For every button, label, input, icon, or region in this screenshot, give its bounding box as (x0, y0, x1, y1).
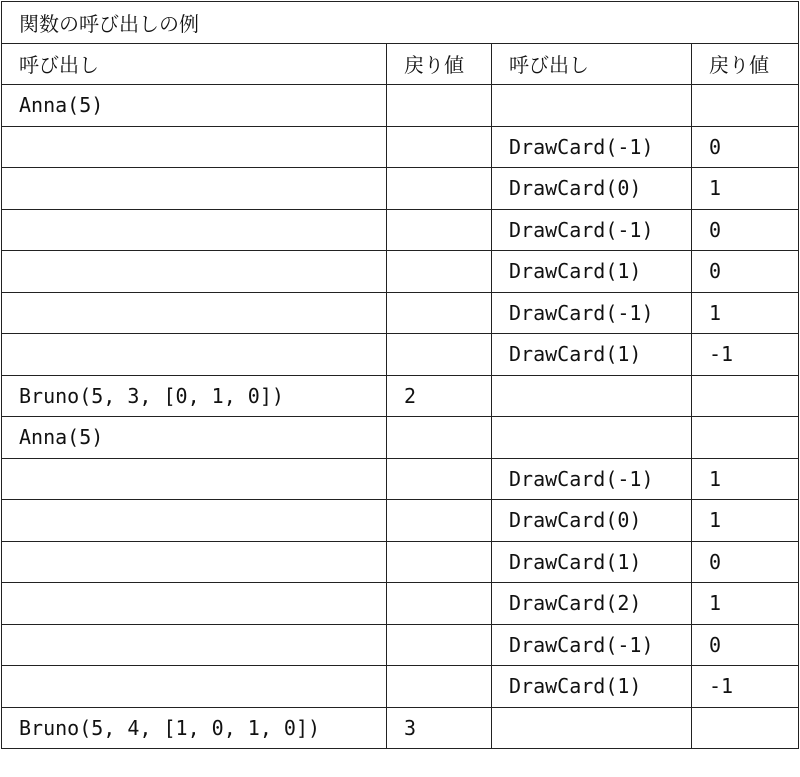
outer-call-cell: Bruno(5, 3, [0, 1, 0]) (2, 375, 387, 417)
outer-return-cell (387, 126, 492, 168)
inner-call-cell: DrawCard(1) (492, 666, 692, 708)
outer-call-cell (2, 126, 387, 168)
outer-return-cell: 3 (387, 707, 492, 749)
inner-call-cell: DrawCard(1) (492, 251, 692, 293)
inner-call-cell: DrawCard(-1) (492, 126, 692, 168)
outer-return-cell (387, 458, 492, 500)
inner-return-cell: 1 (692, 458, 799, 500)
table-row (2, 458, 799, 500)
header-call-1: 呼び出し (2, 43, 387, 85)
header-return-2: 戻り値 (692, 43, 799, 85)
outer-return-cell (387, 583, 492, 625)
outer-call-cell (2, 583, 387, 625)
outer-call-cell: Anna(5) (2, 417, 387, 459)
table-row (2, 624, 799, 666)
function-call-example-table (1, 1, 799, 749)
outer-call-cell (2, 458, 387, 500)
table-row (2, 583, 799, 625)
outer-return-cell (387, 541, 492, 583)
outer-call-cell (2, 624, 387, 666)
outer-return-cell (387, 500, 492, 542)
outer-return-cell: 2 (387, 375, 492, 417)
inner-call-cell: DrawCard(-1) (492, 292, 692, 334)
outer-call-cell (2, 168, 387, 210)
outer-call-cell (2, 500, 387, 542)
table-row (2, 209, 799, 251)
table-row (2, 666, 799, 708)
outer-return-cell (387, 624, 492, 666)
table-header-row (2, 43, 799, 85)
table-row (2, 417, 799, 459)
table-row (2, 85, 799, 127)
outer-return-cell (387, 85, 492, 127)
inner-call-cell: DrawCard(-1) (492, 458, 692, 500)
inner-call-cell: DrawCard(1) (492, 541, 692, 583)
inner-call-cell: DrawCard(-1) (492, 624, 692, 666)
outer-call-cell (2, 541, 387, 583)
table-row (2, 541, 799, 583)
table-row (2, 168, 799, 210)
outer-call-cell (2, 666, 387, 708)
outer-return-cell (387, 292, 492, 334)
inner-call-cell (492, 375, 692, 417)
table-row (2, 500, 799, 542)
inner-call-cell: DrawCard(0) (492, 168, 692, 210)
inner-call-cell: DrawCard(-1) (492, 209, 692, 251)
outer-call-cell (2, 334, 387, 376)
inner-call-cell (492, 85, 692, 127)
table-row (2, 375, 799, 417)
inner-return-cell: 0 (692, 251, 799, 293)
table-row (2, 126, 799, 168)
inner-call-cell (492, 417, 692, 459)
outer-return-cell (387, 251, 492, 293)
outer-return-cell (387, 334, 492, 376)
outer-call-cell (2, 251, 387, 293)
outer-call-cell (2, 292, 387, 334)
inner-return-cell: 0 (692, 541, 799, 583)
outer-call-cell: Anna(5) (2, 85, 387, 127)
inner-call-cell: DrawCard(0) (492, 500, 692, 542)
inner-return-cell: 1 (692, 500, 799, 542)
header-call-2: 呼び出し (492, 43, 692, 85)
inner-call-cell (492, 707, 692, 749)
inner-call-cell: DrawCard(2) (492, 583, 692, 625)
inner-call-cell: DrawCard(1) (492, 334, 692, 376)
inner-return-cell (692, 85, 799, 127)
header-return-1: 戻り値 (387, 43, 492, 85)
inner-return-cell (692, 417, 799, 459)
inner-return-cell: 1 (692, 168, 799, 210)
inner-return-cell: 1 (692, 292, 799, 334)
table-title: 関数の呼び出しの例 (2, 2, 799, 44)
table-row (2, 292, 799, 334)
inner-return-cell (692, 707, 799, 749)
outer-call-cell: Bruno(5, 4, [1, 0, 1, 0]) (2, 707, 387, 749)
outer-return-cell (387, 209, 492, 251)
outer-call-cell (2, 209, 387, 251)
outer-return-cell (387, 168, 492, 210)
inner-return-cell: 0 (692, 624, 799, 666)
outer-return-cell (387, 666, 492, 708)
inner-return-cell (692, 375, 799, 417)
inner-return-cell: 1 (692, 583, 799, 625)
inner-return-cell: 0 (692, 126, 799, 168)
table-title-row (2, 2, 799, 44)
table-row (2, 707, 799, 749)
inner-return-cell: 0 (692, 209, 799, 251)
outer-return-cell (387, 417, 492, 459)
inner-return-cell: -1 (692, 666, 799, 708)
inner-return-cell: -1 (692, 334, 799, 376)
table-row (2, 251, 799, 293)
table-row (2, 334, 799, 376)
